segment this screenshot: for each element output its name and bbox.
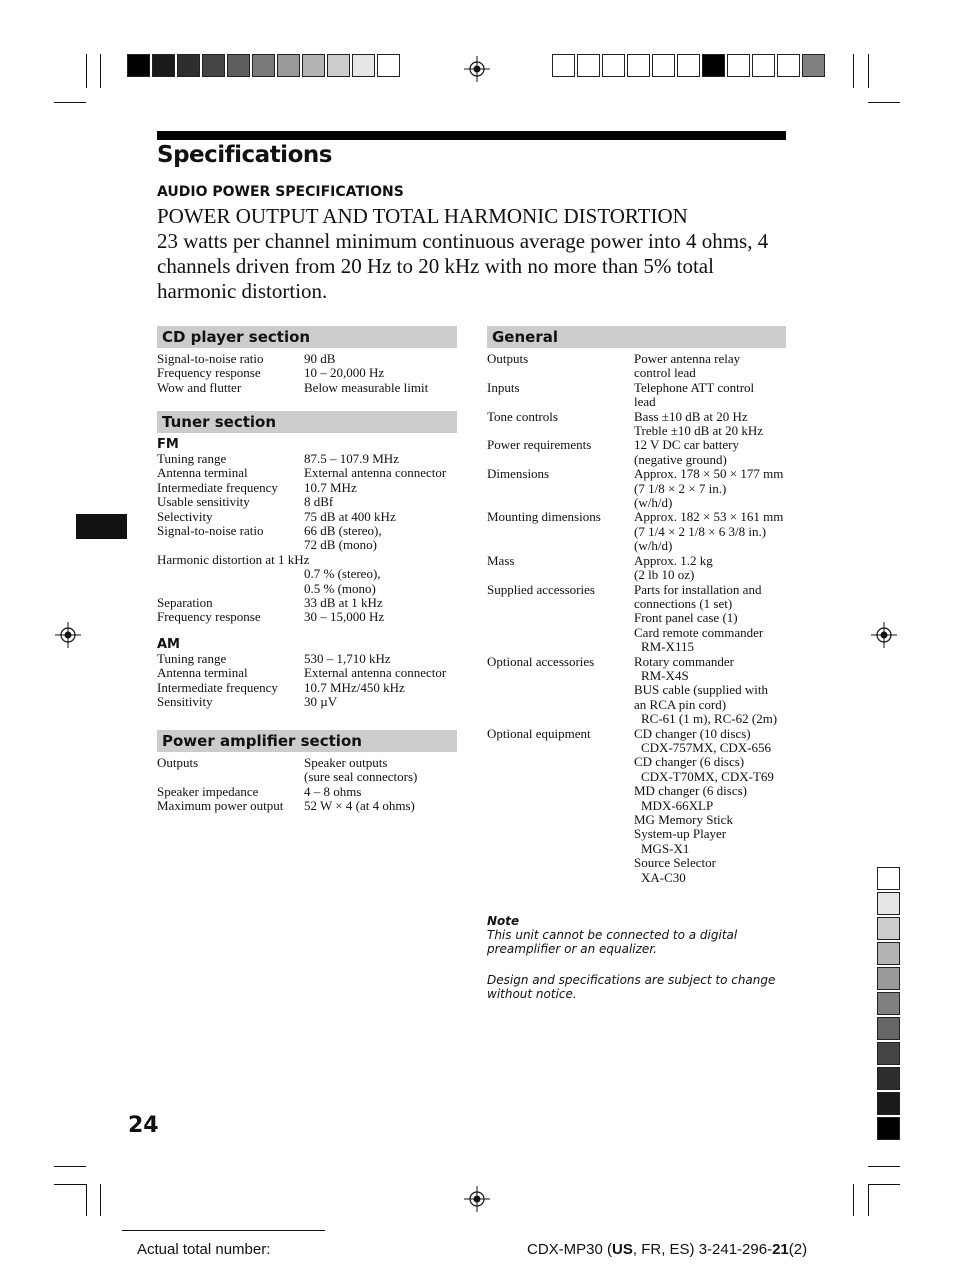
crop-mark <box>86 54 87 88</box>
title-rule <box>157 131 786 140</box>
amp-spec-list <box>157 756 462 814</box>
spec-value-line: Bass ±10 dB at 20 Hz <box>634 408 748 424</box>
spec-row <box>157 695 462 709</box>
model-mid: , FR, ES) 3-241-296- <box>632 1241 773 1258</box>
spec-value: External antenna connector <box>304 465 447 481</box>
spec-value <box>634 352 792 381</box>
crop-mark <box>853 54 854 88</box>
crop-mark <box>54 102 86 103</box>
spec-value <box>634 381 792 410</box>
spec-value-line: RM-X115 <box>641 639 694 655</box>
spec-key: Speaker impedance <box>157 783 259 799</box>
spec-key: Power requirements <box>487 437 592 453</box>
color-bar-top-left <box>127 54 402 77</box>
spec-row <box>157 524 462 538</box>
page-thumb-tab <box>76 514 127 539</box>
spec-key <box>157 567 304 581</box>
note-label: Note <box>487 914 520 928</box>
spec-value-line: Rotary commander <box>634 653 734 669</box>
spec-key: Antenna terminal <box>157 665 248 681</box>
spec-value-line: Parts for installation and <box>634 581 762 597</box>
spec-row <box>157 652 462 666</box>
crop-mark <box>868 1166 900 1167</box>
spec-row <box>157 785 462 799</box>
spec-key: Tuning range <box>157 650 227 666</box>
spec-value: 72 dB (mono) <box>304 537 377 553</box>
spec-value-line: MG Memory Stick <box>634 812 733 827</box>
spec-value: 90 dB <box>304 351 336 366</box>
spec-value: 0.5 % (mono) <box>304 580 376 596</box>
note-text: This unit cannot be connected to a digital preamplifier or an equalizer. <box>487 928 738 956</box>
spec-value: 4 – 8 ohms <box>304 783 362 799</box>
spec-value-line: (7 1/8 × 2 × 7 in.) <box>634 480 727 496</box>
tuner-section-header: Tuner section <box>157 411 457 433</box>
spec-value-line: MD changer (6 discs) <box>634 783 747 799</box>
spec-value: 0.7 % (stereo), <box>304 566 381 582</box>
spec-value: 75 dB at 400 kHz <box>304 508 396 524</box>
spec-value-line: 12 V DC car battery <box>634 437 739 453</box>
spec-value-line: MDX-66XLP <box>641 797 714 813</box>
spec-row <box>487 438 792 467</box>
spec-value-line: (7 1/4 × 2 1/8 × 6 3/8 in.) <box>634 523 767 539</box>
disclaimer-text: Design and specifications are subject to change without notice. <box>487 973 776 1001</box>
spec-value-line: Card remote commander <box>634 624 764 640</box>
spec-value: 33 dB at 1 kHz <box>304 595 383 611</box>
model-suffix: (2) <box>788 1241 808 1258</box>
spec-key: Optional equipment <box>487 725 591 741</box>
spec-value: 87.5 – 107.9 MHz <box>304 451 399 466</box>
spec-value <box>634 510 792 553</box>
spec-value: 8 dBf <box>304 494 334 510</box>
spec-key: Selectivity <box>157 508 213 524</box>
spec-value-line: (negative ground) <box>634 451 727 467</box>
spec-value-line: CD changer (6 discs) <box>634 754 745 770</box>
spec-key: Mass <box>487 552 515 568</box>
spec-value <box>634 438 792 467</box>
spec-value-line: RM-X4S <box>641 667 689 683</box>
crop-mark <box>868 1184 900 1185</box>
spec-key <box>157 582 304 596</box>
spec-key: Optional accessories <box>487 653 595 669</box>
spec-value-line: connections (1 set) <box>634 595 733 611</box>
spec-key: Tone controls <box>487 408 558 424</box>
spec-key: Mounting dimensions <box>487 509 601 525</box>
spec-value-line: Approx. 178 × 50 × 177 mm <box>634 466 784 482</box>
note-block <box>487 914 787 956</box>
spec-value-line: Approx. 1.2 kg <box>634 552 713 568</box>
spec-key: Supplied accessories <box>487 581 595 597</box>
footer-rule <box>122 1230 325 1231</box>
spec-value-line: lead <box>634 394 656 410</box>
spec-value-line: Telephone ATT control <box>634 379 755 395</box>
spec-row <box>157 366 462 380</box>
crop-mark <box>100 54 101 88</box>
registration-mark-icon <box>871 622 897 648</box>
amp-section-header: Power amplifier section <box>157 730 457 752</box>
crop-mark <box>54 1166 86 1167</box>
spec-value: 66 dB (stereo), <box>304 523 382 539</box>
general-spec-list <box>487 352 792 885</box>
spec-key: Outputs <box>157 755 199 770</box>
spec-value: Below measurable limit <box>304 379 429 395</box>
spec-row <box>157 582 462 596</box>
crop-mark <box>868 1184 869 1216</box>
spec-row <box>487 410 792 439</box>
spec-value: 30 µV <box>304 694 338 710</box>
page-number: 24 <box>128 1113 159 1138</box>
spec-row <box>157 666 462 680</box>
spec-row <box>157 770 462 784</box>
spec-key: Intermediate frequency <box>157 479 278 495</box>
spec-key: Antenna terminal <box>157 465 248 481</box>
crop-mark <box>54 1184 86 1185</box>
actual-total-label: Actual total number: <box>137 1241 271 1258</box>
spec-row <box>487 510 792 553</box>
spec-key: Signal-to-noise ratio <box>157 351 264 366</box>
color-bar-right <box>877 867 900 1142</box>
spec-value-line: control lead <box>634 365 696 381</box>
power-output-statement <box>157 204 777 304</box>
crop-mark <box>868 102 900 103</box>
spec-value <box>634 727 792 885</box>
spec-row <box>157 510 462 524</box>
spec-key: Dimensions <box>487 466 550 482</box>
spec-key: Wow and flutter <box>157 379 242 395</box>
spec-value-line: MGS-X1 <box>641 840 690 856</box>
am-label: AM <box>157 636 180 652</box>
spec-row <box>487 727 792 885</box>
spec-row <box>157 681 462 695</box>
cd-section-header: CD player section <box>157 326 457 348</box>
spec-value-line: Source Selector <box>634 855 716 871</box>
crop-mark <box>100 1184 101 1216</box>
spec-value: 530 – 1,710 kHz <box>304 650 391 666</box>
general-section-header: General <box>487 326 786 348</box>
spec-value: Speaker outputs <box>304 755 388 770</box>
spec-value-line: an RCA pin cord) <box>634 696 727 712</box>
spec-value-line: XA-C30 <box>641 869 686 885</box>
tuner-spec-list <box>157 437 462 710</box>
spec-value <box>634 467 792 510</box>
spec-value: 10 – 20,000 Hz <box>304 365 385 381</box>
spec-key: Frequency response <box>157 609 261 625</box>
power-output-caps: POWER OUTPUT AND TOTAL HARMONIC DISTORTION <box>157 204 688 228</box>
spec-value-line: Power antenna relay <box>634 351 741 366</box>
audio-power-heading: AUDIO POWER SPECIFICATIONS <box>157 184 404 200</box>
spec-key <box>157 770 304 784</box>
spec-key: Intermediate frequency <box>157 679 278 695</box>
spec-key: Sensitivity <box>157 694 213 710</box>
spec-value: External antenna connector <box>304 665 447 681</box>
spec-value-line: (w/h/d) <box>634 495 673 511</box>
spec-row <box>157 799 462 813</box>
crop-mark <box>853 1184 854 1216</box>
model-prefix: CDX-MP30 ( <box>527 1241 613 1258</box>
spec-key: Signal-to-noise ratio <box>157 523 264 539</box>
registration-mark-icon <box>464 1186 490 1212</box>
spec-key: Inputs <box>487 379 520 395</box>
spec-value <box>634 554 792 583</box>
spec-row <box>487 381 792 410</box>
model-us: US <box>612 1241 633 1258</box>
spec-value-line: CD changer (10 discs) <box>634 725 751 741</box>
spec-row <box>157 756 462 770</box>
spec-value-line: System-up Player <box>634 826 727 842</box>
page-title: Specifications <box>157 142 332 168</box>
color-bar-top-right <box>552 54 827 77</box>
power-output-text: 23 watts per channel minimum continuous average power into 4 ohms, 4 channels driven from 20 Hz to 20 kHz with no more than 5% total harmonic distortion. <box>157 229 769 303</box>
spec-value-line: RC-61 (1 m), RC-62 (2m) <box>641 711 778 727</box>
spec-value-line: Approx. 182 × 53 × 161 mm <box>634 509 784 525</box>
spec-row <box>487 554 792 583</box>
crop-mark <box>868 54 869 88</box>
registration-mark-icon <box>464 56 490 82</box>
spec-row <box>157 495 462 509</box>
spec-row <box>157 567 462 581</box>
spec-key: Tuning range <box>157 451 227 466</box>
fm-label: FM <box>157 437 179 452</box>
harmonic-distortion-label: Harmonic distortion at 1 kHz <box>157 551 310 567</box>
spec-row <box>157 352 462 366</box>
spec-row <box>157 466 462 480</box>
spec-value-line: CDX-T70MX, CDX-T69 <box>641 768 774 784</box>
spec-value-line: CDX-757MX, CDX-656 <box>641 739 771 755</box>
spec-row <box>157 381 462 395</box>
spec-value-line: BUS cable (supplied with <box>634 682 768 698</box>
spec-value-line: (w/h/d) <box>634 538 673 554</box>
spec-row <box>487 352 792 381</box>
spec-key: Maximum power output <box>157 798 284 814</box>
cd-spec-list <box>157 352 462 395</box>
spec-value-line: (2 lb 10 oz) <box>634 567 695 583</box>
model-code <box>527 1241 807 1258</box>
spec-value-line: Treble ±10 dB at 20 kHz <box>634 423 764 439</box>
spec-value: 10.7 MHz <box>304 479 357 495</box>
spec-key: Usable sensitivity <box>157 494 250 510</box>
spec-row <box>157 610 462 624</box>
spec-key: Separation <box>157 595 213 611</box>
spec-value <box>634 655 792 727</box>
spec-value: (sure seal connectors) <box>304 769 418 785</box>
spec-value <box>634 410 792 439</box>
spec-row <box>487 467 792 510</box>
spec-row <box>487 583 792 655</box>
spec-row <box>487 655 792 727</box>
spec-value: 30 – 15,000 Hz <box>304 609 385 625</box>
spec-row <box>157 481 462 495</box>
spec-row <box>157 596 462 610</box>
registration-mark-icon <box>55 622 81 648</box>
spec-key: Outputs <box>487 351 529 366</box>
spec-key <box>157 538 304 552</box>
spec-key: Frequency response <box>157 365 261 381</box>
spec-row <box>157 538 462 552</box>
spec-value: 10.7 MHz/450 kHz <box>304 679 405 695</box>
model-rev: 21 <box>772 1241 789 1258</box>
spec-value: 52 W × 4 (at 4 ohms) <box>304 798 415 814</box>
spec-value-line: Front panel case (1) <box>634 610 738 626</box>
crop-mark <box>86 1184 87 1216</box>
spec-value <box>634 583 792 655</box>
spec-row <box>157 452 462 466</box>
